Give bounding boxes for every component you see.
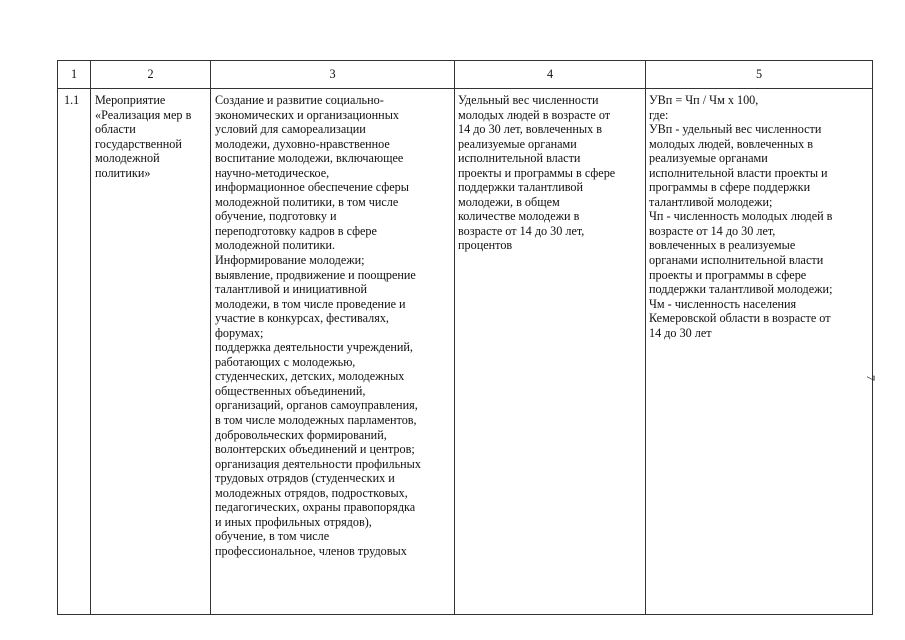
page-number: 7	[864, 375, 878, 381]
indicator-name-cell: Удельный вес численности молодых людей в возрасте от 14 до 30 лет, вовлеченных в реализуемые органами исполнительной власти проекты и программы в сфере поддержки талантливой молодежи, в общем количестве молодежи в возрасте от 14 до 30 лет, процентов	[455, 89, 646, 615]
header-cell-4: 4	[455, 61, 646, 89]
table-header-row	[58, 61, 873, 89]
row-number-cell: 1.1	[58, 89, 91, 615]
formula-cell: УВп = Чп / Чм x 100, где: УВп - удельный вес численности молодых людей, вовлеченных в реализуемые органами исполнительной власти проекты и программы в сфере поддержки талантливой молодежи; Чп - численность молодых людей в возрасте от 14 до 30 лет, вовлеченных в реализуемые органами исполнительной власти проекты и программы в сфере поддержки талантливой молодежи; Чм - численность населения Кемеровской области в возрасте от 14 до 30 лет	[646, 89, 873, 615]
header-cell-1: 1	[58, 61, 91, 89]
table-row	[58, 89, 873, 615]
indicator-table	[57, 60, 873, 615]
event-content-cell: Создание и развитие социально- экономических и организационных условий для самореализации молодежи, духовно-нравственное воспитание молодежи, включающее научно-методическое, информационное обеспечение сферы молодежной политики, в том числе обучение, подготовку и переподготовку кадров в сфере молодежной политики. Информирование молодежи; выявление, продвижение и поощрение талантливой и инициативной молодежи, в том числе проведение и участие в конкурсах, фестивалях, форумах; поддержка деятельности учреждений, работающих с молодежью, студенческих, детских, молодежных общественных объединений, организаций, органов самоуправления, в том числе молодежных парламентов, добровольческих формирований, волонтерских объединений и центров; организация деятельности профильных трудовых отрядов (студенческих и молодежных отрядов, подростковых, педагогических, охраны правопорядка и иных профильных отрядов), обучение, в том числе профессиональное, членов трудовых	[211, 89, 455, 615]
header-cell-2: 2	[91, 61, 211, 89]
event-name-cell: Мероприятие «Реализация мер в области государственной молодежной политики»	[91, 89, 211, 615]
header-cell-5: 5	[646, 61, 873, 89]
header-cell-3: 3	[211, 61, 455, 89]
